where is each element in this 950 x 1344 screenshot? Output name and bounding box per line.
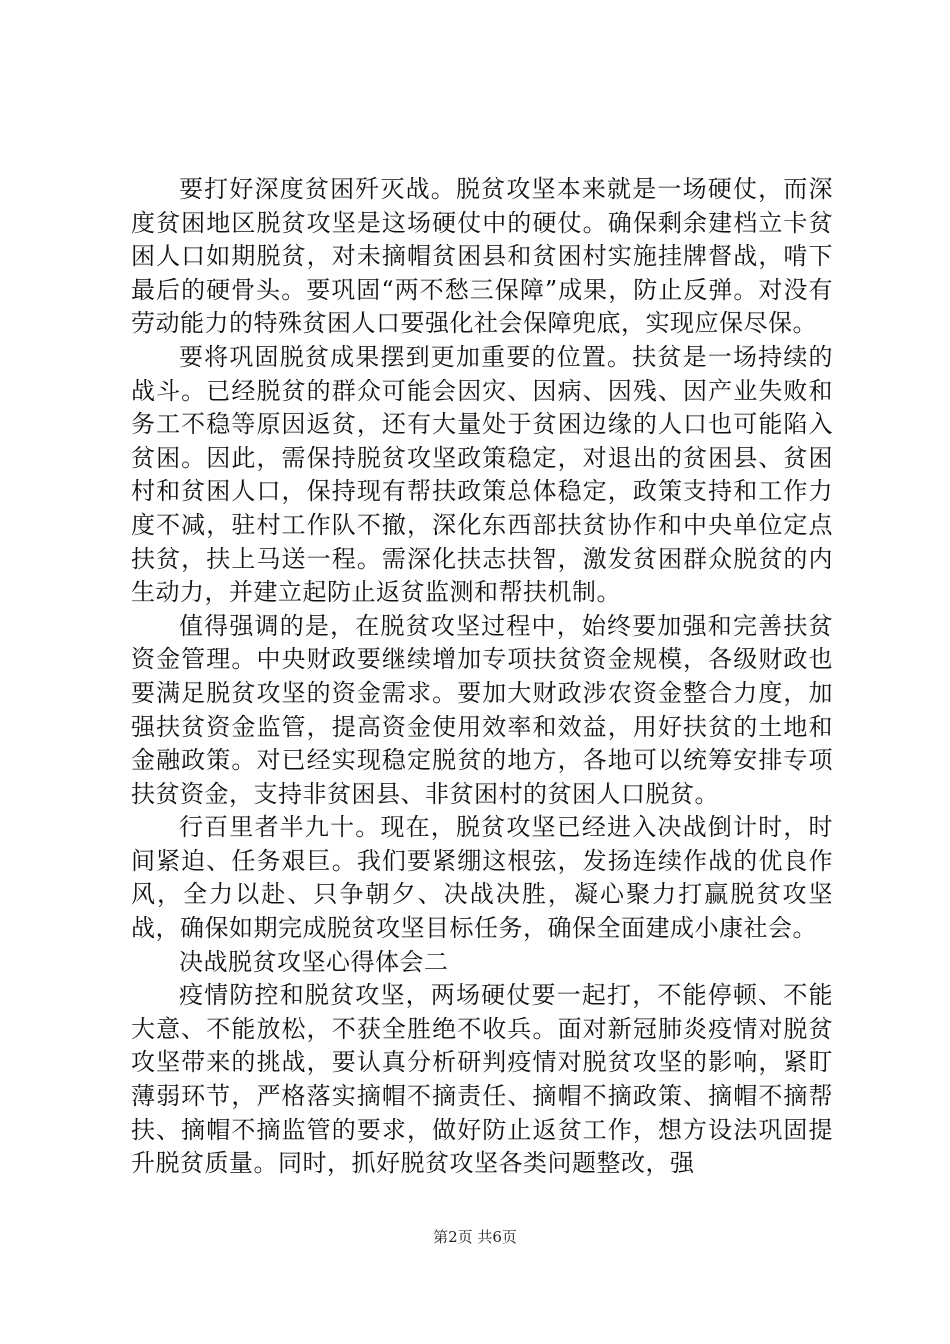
paragraph-fund-management: 值得强调的是，在脱贫攻坚过程中，始终要加强和完善扶贫资金管理。中央财政要继续增加专项扶贫资金规模，各级财政也要满足脱贫攻坚的资金需求。要加大财政涉农资金整合力度，加强扶贫资金监管，提高资金使用效率和效益，用好扶贫的土地和金融政策。对已经实现稳定脱贫的地方，各地可以统筹安排专项扶贫资金，支持非贫困县、非贫困村的贫困人口脱贫。 [131,611,833,808]
section-heading: 决战脱贫攻坚心得体会二 [179,947,449,976]
document-body [131,173,833,1181]
paragraph-final-push: 行百里者半九十。现在，脱贫攻坚已经进入决战倒计时，时间紧迫、任务艰巨。我们要紧绷这根弦，发扬连续作战的优良作风，全力以赴、只争朝夕、决战决胜，凝心聚力打赢脱贫攻坚战，确保如期完成脱贫攻坚目标任务，确保全面建成小康社会。 [131,813,833,943]
page-number-label: 第2页 共6页 [433,1228,517,1246]
paragraph-consolidate-results: 要将巩固脱贫成果摆到更加重要的位置。扶贫是一场持续的战斗。已经脱贫的群众可能会因灾、因病、因残、因产业失败和务工不稳等原因返贫，还有大量处于贫困边缘的人口也可能陷入贫困。因此，需保持脱贫攻坚政策稳定，对退出的贫困县、贫困村和贫困人口，保持现有帮扶政策总体稳定，政策支持和工作力度不减，驻村工作队不撤，深化东西部扶贫协作和中央单位定点扶贫，扶上马送一程。需深化扶志扶智，激发贫困群众脱贫的内生动力，并建立起防止返贫监测和帮扶机制。 [131,342,833,607]
paragraph-deep-poverty: 要打好深度贫困歼灭战。脱贫攻坚本来就是一场硬仗，而深度贫困地区脱贫攻坚是这场硬仗中的硬仗。确保剩余建档立卡贫困人口如期脱贫，对未摘帽贫困县和贫困村实施挂牌督战，啃下最后的硬骨头。要巩固“两不愁三保障”成果，防止反弹。对没有劳动能力的特殊贫困人口要强化社会保障兜底，实现应保尽保。 [131,175,833,338]
page-footer [0,1226,950,1247]
paragraph-epidemic-and-poverty: 疫情防控和脱贫攻坚，两场硬仗要一起打，不能停顿、不能大意、不能放松，不获全胜绝不收兵。面对新冠肺炎疫情对脱贫攻坚带来的挑战，要认真分析研判疫情对脱贫攻坚的影响，紧盯薄弱环节，严格落实摘帽不摘责任、摘帽不摘政策、摘帽不摘帮扶、摘帽不摘监管的要求，做好防止返贫工作，想方设法巩固提升脱贫质量。同时，抓好脱贫攻坚各类问题整改，强 [131,981,833,1178]
